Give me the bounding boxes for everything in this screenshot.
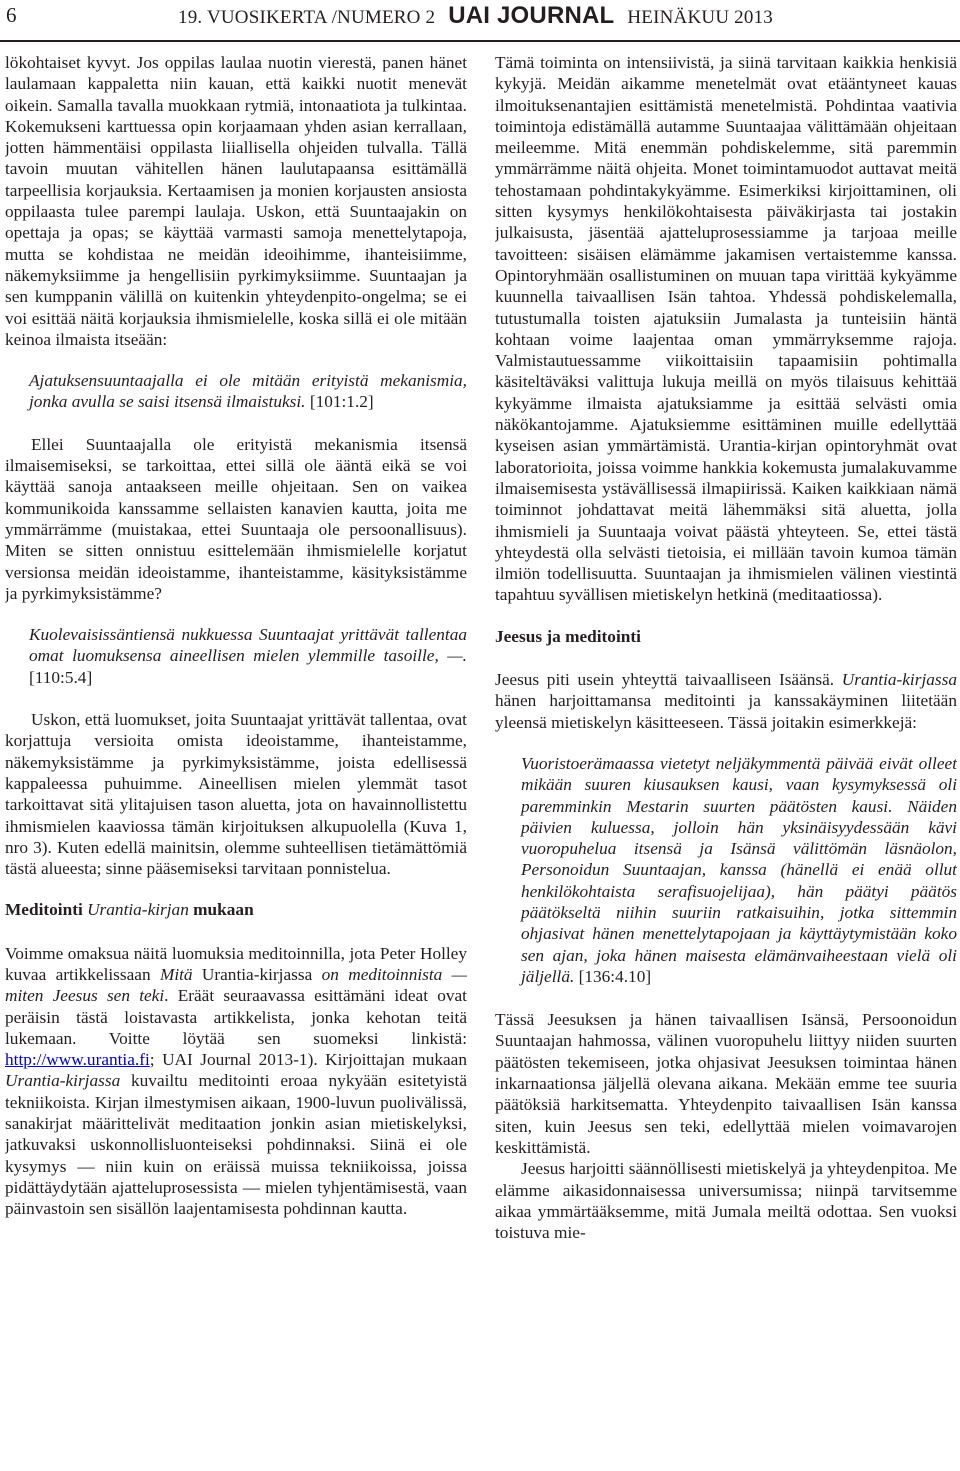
issue-label: 19. VUOSIKERTA /NUMERO 2 — [178, 7, 436, 28]
quote-reference: [136:4.10] — [578, 966, 652, 986]
quote-reference: [110:5.4] — [29, 667, 93, 687]
section-heading: Jeesus ja meditointi — [495, 626, 641, 646]
quote-reference: [101:1.2] — [309, 392, 374, 412]
quote-text: Vuoristoerämaassa vietetyt neljäkymmentä päivää eivät olleet mikään suuren kiusauksen kausi, vaan kysymyksessä oli paremminkin Mestarin suurten päätösten kausi. Näiden päivien kuluessa, jolloin hän yksinäisyydessään kävi vuoropuhelua itsensä ja Isänsä välittömän läsnäolon, Personoidun Suuntaajan, kanssa (hänellä ei enää ollut henkilökohtaista serafisuojelijaa), hän päätyi päätös päätökseltä niihin suuriin ratkaisuihin, jotka sittemmin ohjasivat hänen menettelytapojaan ja käyttäytymistään koko sen ajan, joka hänen maisesta elämänvaiheestaan vielä oli jäljellä. — [521, 753, 957, 986]
section-heading: Meditointi Urantia-kirjan mukaan — [5, 900, 254, 920]
book-title: Urantia-kirjan — [87, 900, 189, 920]
quote-text: Kuolevaisissäntiensä nukkuessa Suuntaajat yrittävät tallentaa omat luomuksensa aineellisen mielen ylemmille tasoille, —. — [29, 625, 467, 666]
issue-date: HEINÄKUU 2013 — [627, 7, 773, 28]
paragraph: Jeesus harjoitti säännöllisesti mietiskelyä ja yhteydenpitoa. Me elämme aikasidonnaisessa universumissa; niinpä tarvitsemme aikaa ymmärtääksemme, mitä Jumala meiltä odottaa. Sen vuoksi toistuva mie- — [495, 1159, 957, 1243]
paragraph: Uskon, että luomukset, joita Suuntaajat yrittävät tallentaa, ovat korjattuja versioita omista ideoistamme, ihanteistamme, näkemyksistämme ja pyrkimyksistämme, joista edellisessä kappaleessa puhuimme. Aineellisen mielen ylemmät tasot tarkoittavat sitä ylitajuisen tason aluetta, jota on havainnollistettu ihmismielen kaaviossa tämän kirjoituksen alkupuolella (Kuva 1, nro 3). Kuten edellä mainitsin, olemme suhteellisen tietämättömiä tästä alueesta; sinne pääsemiseksi tarvitaan ponnistelua. — [5, 710, 467, 879]
quotation — [29, 624, 467, 688]
journal-title: UAI JOURNAL — [448, 2, 615, 29]
paragraph: Tässä Jeesuksen ja hänen taivaallisen Isänsä, Persoonoidun Suuntaajan hahmossa, välinen vuoropuhelu liittyy niiden suurten päätösten tekemiseen, jotka ohjasivat Jeesuksen toimintaa hänen inkarnaationsa jäljellä olevana aikana. Mekään emme tee suuria päätöksiä harkitsematta. Yhteydenpito taivaallisen Isän kanssa siten, kuin Jeesus sen teki, edellyttää mielen voimavarojen keskittämistä. — [495, 1010, 957, 1157]
right-column — [495, 52, 957, 1468]
paragraph: Jeesus piti usein yhteyttä taivaalliseen Isäänsä. Urantia-kirjassa hänen harjoittamansa meditointi ja kanssakäyminen liitetään yleensä mietiskelyn käsitteeseen. Tässä joitakin esimerkkejä: — [495, 670, 957, 732]
paragraph: Voimme omaksua näitä luomuksia meditoinnilla, jota Peter Holley kuvaa artikkelissaan Mitä Urantia-kirjassa on meditoinnista — miten Jeesus sen teki. Eräät seuraavassa esittämäni ideat ovat peräisin tästä loistavasta artikkelista, jonka kehotan teitä lukemaan. Voitte löytää sen suomeksi linkistä: http://www.urantia.fi; UAI Journal 2013-1). Kirjoittajan mukaan Urantia-kirjassa kuvailtu meditointi eroaa nykyään esitetyistä tekniikoista. Kirjan ilmestymisen aikaan, 1900-luvun puolivälissä, sanakirjat määrittelivät meditaation jonkin asian mietiskelyksi, jatkuvaksi uskonnollisluonteiseksi pohdinnaksi. Siinä ei ole kysymys — niin kuin on eräissä muissa tekniikoissa, joissa pidättäydytään ajatteluprosessista — mielen tyhjentämisestä, vaan päinvastoin sen sisällön laajentamisesta pohdinnan kautta. — [5, 943, 467, 1219]
page-header — [0, 0, 960, 40]
running-head — [178, 2, 773, 30]
page-number: 6 — [6, 3, 17, 27]
paragraph: Tämä toiminta on intensiivistä, ja siinä tarvitaan kaikkia henkisiä kykyjä. Meidän aikamme menetelmät ovat etääntyneet kauas ilmoituksenantajien esittämistä menetelmistä. Pohdintaa vaativia toimintoja edistämällä autamme Suuntaajaa välittämään ohjeitaan meileemme. Mitä enemmän pohdiskelemme, sitä paremmin ymmärrämme näitä ohjeita. Monet toimintamuodot auttavat meitä tehostamaan pohdintakykyämme. Esimerkiksi kirjoittaminen, oli sitten kysymys henkilökohtaisesta päiväkirjasta tai jostakin julkaisusta, jäsentää ajatteluprosessiamme ja tarjoaa meille tavoitteen: sisäisen elämämme jakamisen vertaistemme kanssa. Opintoryhmään osallistuminen on muuan tapa virittää kykyämme kuunnella taivaallisen Isän tahtoa. Yhdessä pohdiskelemalla, tutustumalla toisten ajatuksiin Jumalasta ja tunteisiin häntä kohtaan voime laajentaa oman ymmärryksemme rajoja. Valmistautuessamme viikoittaisiin tapaamisiin pohtimalla käsiteltäväksi valittuja lukuja meillä on myös tilaisuus kehittää kykyämme ilmaista ajatuksiamme ja esittää selvästi omia näkökantojamme. Ajatuksiemme esittäminen muille edellyttää kyseisen asian ymmärtämistä. Urantia-kirjan opintoryhmät ovat laboratorioita, joissa voimme hankkia kokemusta jumalakuvamme ilmaisemisesta ystävällisessä ilmapiirissä. Kaiken kaikkiaan nämä toiminnot johdattavat meitä lähemmäksi sitä aluetta, jolla ihmismieli ja Suuntaaja voivat päästä yhteyteen. Se, ettei tästä yhteydestä olla selvästi tietoisia, ei millään tavoin kumoa tämän ilmiön todellisuutta. Suuntaajan ja ihmismielen välinen viestintä tapahtuu syvällisen mietiskelyn hetkinä (meditaatiossa). — [495, 53, 957, 605]
quotation — [521, 753, 957, 987]
left-column — [5, 52, 467, 1468]
paragraph: lökohtaiset kyvyt. Jos oppilas laulaa nuotin vierestä, panen hänet laulamaan kappaletta niin kauan, että kaikki nuotit menevät oikein. Samalla tavalla muokkaan rytmiä, intonaatiota ja tulkintaa. Kokemukseni karttuessa opin korjaamaan yhden asian kerrallaan, jotten hämmentäisi oppilasta liiallisella ohjeiden tulvalla. Tällä tavoin muutan vähitellen hänen laulutapaansa esittämällä tarpeellisia korjauksia. Kertaamisen ja monien korjausten ansiosta oppilaasta tulee parempi laulaja. Uskon, että Suuntaajakin on opettaja ja opas; se käyttää varmasti samoja menettelytapoja, mutta se kohdistaa ne meidän ideoihimme, ihanteisiimme, näkemyksiimme ja hengellisiin pyrkimyksiimme. Suuntaajan ja sen kumppanin välillä on kuitenkin yhteydenpito-ongelma; se ei voi esittää näitä korjauksia ihmismielelle, koska sillä ei ole mitään keinoa ilmaista itseään: — [5, 53, 467, 349]
urantia-link[interactable]: http://www.urantia.fi — [5, 1050, 150, 1070]
quotation — [29, 370, 467, 413]
paragraph: Ellei Suuntaajalla ole erityistä mekanismia itsensä ilmaisemiseksi, se tarkoittaa, ettei sillä ole ääntä eikä se voi käyttää sanoja antaakseen meille ohjeitaan. Sen on vaikea kommunikoida kanssamme sellaisten kanavien kautta, joita me ymmärrämme (muistakaa, ettei Suuntaaja ole persoonallisuus). Miten se sitten onnistuu esittelemään ihmismielelle korjatut versionsa meidän ideoistamme, ihanteistamme, käsityksistämme ja pyrkimyksistämme? — [5, 434, 467, 603]
quote-text: Ajatuksensuuntaajalla ei ole mitään erityistä mekanismia, jonka avulla se saisi itsensä ilmaistuksi. — [29, 371, 467, 412]
header-rule — [0, 40, 960, 42]
